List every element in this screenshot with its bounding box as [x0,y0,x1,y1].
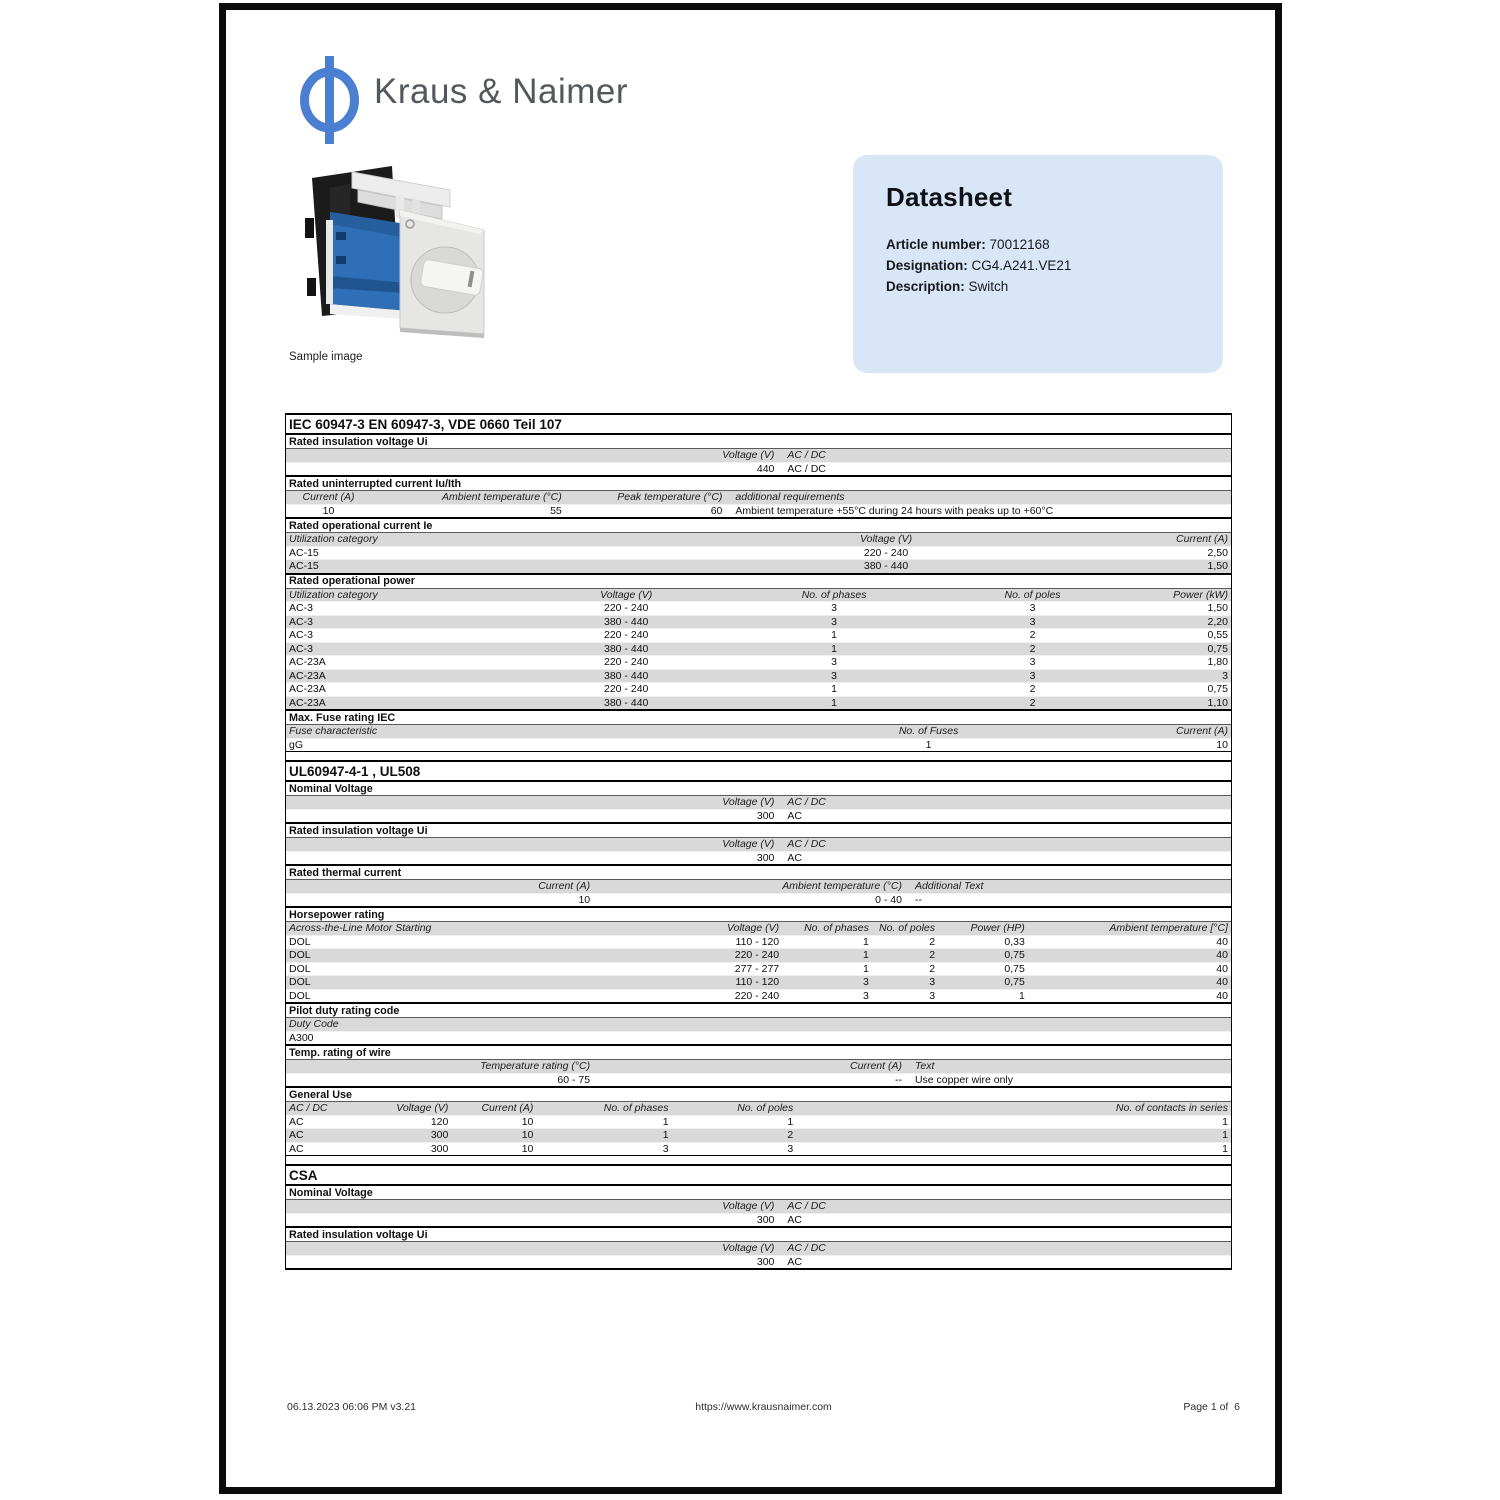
table-cell: gG [289,738,304,751]
table-cell: Across-the-Line Motor Starting [289,922,432,935]
table-row-section [286,906,1231,921]
table-cell: 0,55 [1207,629,1228,642]
table-cell: 0,33 [1004,935,1025,948]
table-cell: 10 [521,1129,534,1142]
table-cell: AC-23A [289,696,326,709]
table-row-section [286,1086,1231,1101]
table-cell: AC-3 [289,615,313,628]
table-row-header [286,879,1231,893]
table-cell: AC [787,851,802,864]
table-cell: DOL [289,949,311,962]
table-cell: AC [289,1129,304,1142]
table-cell: No. of phases [801,588,867,601]
table-cell: 1 [863,949,869,962]
table-cell: 3 [1029,656,1036,669]
table-cell: Ambient temperature +55°C during 24 hours with peaks up to +60°C [735,504,1054,517]
table-cell: 220 - 240 [604,629,649,642]
footer-timestamp: 06.13.2023 06:06 PM v3.21 [287,1401,417,1413]
table-cell: AC / DC [787,449,826,462]
table-cell: AC [289,1115,304,1128]
table-cell: 1 [1222,1115,1228,1128]
table-cell: Voltage (V) [726,922,780,935]
table-section-label: General Use [289,1088,353,1101]
table-row-gap [286,1155,1231,1164]
table-cell: DOL [289,962,311,975]
table-cell: 3 [863,976,869,989]
table-row-section [286,573,1231,588]
table-cell: 0,75 [1004,976,1025,989]
table-cell: No. of poles [878,922,936,935]
table-cell: 60 [710,504,723,517]
table-row-data [286,809,1231,823]
table-cell: Current (A) [1176,725,1228,738]
page-frame [219,3,1282,1494]
table-cell: Current (A) [302,491,355,504]
table-row-header [286,1101,1231,1115]
table-row-gap [286,751,1231,760]
table-cell: 1,10 [1207,696,1228,709]
table-cell: Power (kW) [1173,588,1228,601]
table-section-label: Rated insulation voltage Ui [289,1228,428,1241]
article-number-field [886,234,1223,255]
table-row-data [286,615,1231,629]
table-cell: 220 - 240 [604,602,649,615]
table-section-label: Rated thermal current [289,866,402,879]
table-cell: 1 [831,683,838,696]
table-row-data [286,738,1231,752]
table-section-label: Rated insulation voltage Ui [289,824,428,837]
table-cell: 10 [1216,738,1228,751]
table-cell: 300 [756,851,775,864]
table-cell: 1 [1222,1129,1228,1142]
designation-value: CG4.A241.VE21 [971,258,1072,273]
table-cell: 3 [1029,669,1036,682]
table-cell: Duty Code [289,1018,339,1031]
table-cell: AC [787,809,802,822]
table-cell: Voltage (V) [396,1102,449,1115]
table-cell: 110 - 120 [735,935,780,948]
table-cell: AC [787,1213,802,1226]
table-cell: 380 - 440 [604,669,649,682]
table-cell: AC-23A [289,669,326,682]
table-cell: 40 [1216,976,1228,989]
table-cell: 2 [929,949,936,962]
table-cell: 2 [1029,683,1036,696]
table-cell: 3 [787,1142,794,1155]
table-cell: Current (A) [850,1060,902,1073]
table-cell: 1 [662,1115,669,1128]
table-cell: 220 - 240 [863,546,909,559]
datasheet-card [853,155,1223,373]
table-cell: Voltage (V) [600,588,653,601]
spec-table [285,413,1232,1270]
table-row-data [286,851,1231,865]
table-cell: 300 [756,809,775,822]
table-row-data [286,1115,1231,1129]
table-row-header [286,588,1231,602]
table-cell: 60 - 75 [557,1073,591,1086]
sample-image-caption: Sample image [289,351,363,363]
table-row-data [286,601,1231,615]
table-cell: -- [894,1073,902,1086]
table-cell: Fuse characteristic [289,725,378,738]
table-cell: 2 [787,1129,794,1142]
table-row-section [286,822,1231,837]
table-cell: 3 [831,656,838,669]
table-row-header [286,1241,1231,1255]
table-cell: AC / DC [289,1102,328,1115]
table-cell: 0 - 40 [875,893,902,906]
table-cell: 300 [430,1142,449,1155]
table-cell: 3 [863,989,869,1002]
table-cell: 1 [831,629,838,642]
table-section-label: Rated insulation voltage Ui [289,435,428,448]
designation-field [886,255,1223,276]
table-row-data [286,462,1231,476]
table-cell: No. of contacts in series [1115,1102,1228,1115]
table-row-data [286,504,1231,518]
table-row-data [286,1142,1231,1156]
table-row-header [286,921,1231,935]
table-cell: Ambient temperature (°C) [442,491,562,504]
table-row-title [286,760,1231,780]
table-row-data [286,1213,1231,1227]
table-row-section [286,709,1231,724]
table-cell: Current (A) [1176,533,1228,546]
table-row-data [286,975,1231,989]
table-row-data [286,1255,1231,1269]
table-section-label: Pilot duty rating code [289,1004,400,1017]
table-cell: 220 - 240 [734,989,780,1002]
table-row-data [286,682,1231,696]
article-number-value: 70012168 [989,237,1050,252]
page-footer [287,1400,1240,1414]
table-cell: Peak temperature (°C) [617,491,723,504]
table-cell: 277 - 277 [734,962,780,975]
table-cell: Voltage (V) [860,533,913,546]
description-label: Description: [886,279,965,294]
table-cell: 1 [1018,989,1025,1002]
table-cell: 3 [929,989,936,1002]
article-number-label: Article number: [886,237,986,252]
table-cell: AC / DC [787,796,826,809]
table-cell: Utilization category [289,588,378,601]
table-title-label: IEC 60947-3 EN 60947-3, VDE 0660 Teil 107 [289,416,562,432]
table-cell: AC-23A [289,683,326,696]
table-row-section [286,517,1231,532]
table-cell: AC / DC [787,462,826,475]
table-cell: 3 [831,602,838,615]
table-cell: AC [787,1255,802,1268]
table-row-header [286,837,1231,851]
table-row-data [286,559,1231,573]
table-cell: AC-3 [289,642,313,655]
table-cell: 220 - 240 [734,949,780,962]
table-cell: No. of poles [737,1102,794,1115]
table-row-data [286,1031,1231,1045]
table-row-data [286,642,1231,656]
table-row-data [286,989,1231,1003]
table-cell: AC-15 [289,546,319,559]
table-cell: 1 [662,1129,669,1142]
table-cell: 0,75 [1004,962,1025,975]
table-row-section [286,475,1231,490]
table-cell: 40 [1216,949,1228,962]
table-cell: 10 [578,893,591,906]
table-cell: 3 [831,615,838,628]
table-row-section [286,780,1231,795]
table-cell: 380 - 440 [604,696,649,709]
table-row-data [286,655,1231,669]
table-cell: 300 [756,1213,775,1226]
table-cell: 1,80 [1207,656,1228,669]
table-cell: Temperature rating (°C) [480,1060,591,1073]
table-cell: AC / DC [787,1242,826,1255]
table-row-data [286,1073,1231,1087]
table-row-section [286,1002,1231,1017]
table-cell: 3 [831,669,838,682]
table-cell: 380 - 440 [863,560,909,573]
table-cell: 300 [430,1129,449,1142]
table-cell: AC-15 [289,560,319,573]
table-cell: 1,50 [1207,560,1228,573]
table-row-data [286,669,1231,683]
table-cell: DOL [289,935,311,948]
table-cell: 380 - 440 [604,642,649,655]
table-section-label: Nominal Voltage [289,1186,373,1199]
table-row-section [286,1044,1231,1059]
table-cell: AC / DC [787,1200,826,1213]
table-cell: Voltage (V) [722,838,775,851]
table-cell: Voltage (V) [722,1200,775,1213]
footer-page-number: Page 1 of 6 [1183,1401,1241,1413]
table-section-label: Rated operational power [289,575,415,587]
table-row-data [286,893,1231,907]
table-row-data [286,962,1231,976]
table-cell: 1 [787,1115,794,1128]
table-cell: No. of phases [804,922,869,935]
table-cell: DOL [289,976,311,989]
table-cell: 0,75 [1004,949,1025,962]
table-cell: 3 [929,976,936,989]
table-section-label: Rated uninterrupted current Iu/Ith [289,477,462,490]
table-row-header [286,490,1231,504]
table-row-data [286,696,1231,710]
table-cell: 380 - 440 [604,615,649,628]
table-cell: 110 - 120 [735,976,780,989]
table-row-section [286,1184,1231,1199]
table-cell: 2 [1029,629,1036,642]
table-cell: 440 [756,462,775,475]
table-cell: Ambient temperature (°C) [782,880,902,893]
table-cell: -- [914,893,922,906]
phi-icon [297,56,363,144]
product-sample-image [300,160,492,346]
table-section-label: Horsepower rating [289,908,385,921]
table-cell: 0,75 [1207,683,1228,696]
table-row-section [286,1226,1231,1241]
datasheet-title: Datasheet [886,182,1013,212]
table-cell: No. of phases [603,1102,669,1115]
table-cell: Power (HP) [970,922,1025,935]
table-row-section [286,433,1231,448]
table-cell: Current (A) [538,880,591,893]
table-section-label: Rated operational current Ie [289,519,433,532]
table-cell: No. of Fuses [898,725,959,738]
table-section-label: Max. Fuse rating IEC [289,711,396,724]
table-cell: 10 [322,504,335,517]
table-row-section [286,864,1231,879]
table-cell: 10 [521,1115,534,1128]
table-cell: AC-3 [289,602,313,615]
table-cell: Ambient temperature [°C] [1109,922,1228,935]
table-row-header [286,1059,1231,1073]
table-row-data [286,948,1231,962]
table-section-label: Nominal Voltage [289,782,373,795]
table-cell: AC [289,1142,304,1155]
table-cell: 1,50 [1207,602,1228,615]
table-cell: Voltage (V) [722,796,775,809]
designation-label: Designation: [886,258,968,273]
table-cell: 3 [1222,669,1228,682]
brand-name: Kraus & Naimer [374,72,629,111]
table-row-header [286,532,1231,546]
table-row-title [286,1164,1231,1184]
table-cell: Voltage (V) [722,1242,775,1255]
table-section-label: Temp. rating of wire [289,1046,391,1059]
table-row-header [286,795,1231,809]
table-cell: 1 [863,935,869,948]
table-cell: 3 [662,1142,669,1155]
table-cell: Additional Text [914,880,984,893]
table-cell: 2 [929,935,936,948]
table-cell: 1 [831,696,838,709]
table-cell: 220 - 240 [604,656,649,669]
table-row-data [286,546,1231,560]
table-cell: 40 [1216,935,1228,948]
table-cell: Utilization category [289,533,378,546]
table-row-header [286,1199,1231,1213]
table-cell: AC-23A [289,656,326,669]
table-cell: 0,75 [1207,642,1228,655]
table-cell: Use copper wire only [914,1073,1014,1086]
table-cell: 120 [430,1115,449,1128]
table-cell: 1 [925,738,932,751]
table-cell: 1 [1222,1142,1228,1155]
table-cell: 40 [1216,962,1228,975]
table-row-title [286,413,1231,433]
description-field [886,276,1223,297]
table-cell: 2,50 [1207,546,1228,559]
table-cell: No. of poles [1004,588,1061,601]
table-cell: 1 [863,962,869,975]
table-cell: AC / DC [787,838,826,851]
table-cell: 40 [1216,989,1228,1002]
table-cell: 55 [550,504,562,517]
table-cell: Current (A) [481,1102,534,1115]
table-cell: 300 [756,1255,775,1268]
table-row-data [286,628,1231,642]
table-cell: additional requirements [735,491,845,504]
table-title-label: UL60947-4-1 , UL508 [289,763,421,779]
table-cell: 3 [1029,602,1036,615]
table-cell: Text [914,1060,935,1073]
table-cell: 1 [831,642,838,655]
table-cell: DOL [289,989,311,1002]
table-cell: AC-3 [289,629,313,642]
description-value: Switch [968,279,1009,294]
table-row-data [286,935,1231,949]
table-cell: 2 [1029,642,1036,655]
table-cell: 2 [929,962,936,975]
table-cell: 2,20 [1207,615,1228,628]
table-title-label: CSA [289,1167,318,1183]
footer-url: https://www.krausnaimer.com [695,1401,832,1413]
table-cell: A300 [289,1031,314,1044]
table-row-data [286,1128,1231,1142]
table-cell: 3 [1029,615,1036,628]
table-row-header [286,724,1231,738]
table-cell: 220 - 240 [604,683,649,696]
table-cell: 10 [521,1142,534,1155]
table-row-header [286,1017,1231,1031]
table-cell: Voltage (V) [722,449,775,462]
table-row-header [286,448,1231,462]
table-cell: 2 [1029,696,1036,709]
